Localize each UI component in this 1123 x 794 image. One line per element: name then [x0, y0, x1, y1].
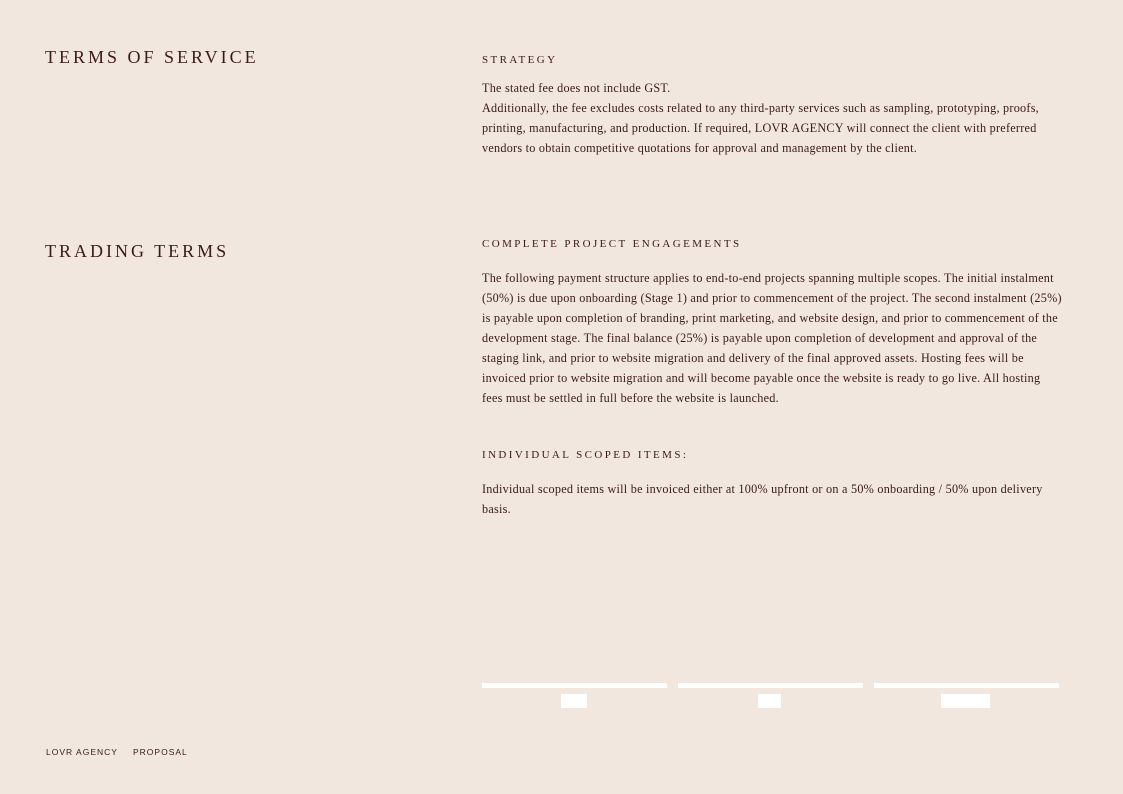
strategy-body: Additionally, the fee excludes costs related to any third-party services such as sampling, prototyping, proofs, printing, manufacturing, and production. If required, LOVR AGENCY will connect the client with preferred vendors to obtain competitive quotations for approval and management by the client. [482, 101, 1039, 155]
footer-brand: LOVR AGENCY [46, 747, 118, 757]
stage-bar-3 [874, 683, 1059, 688]
stage-marker-2 [758, 694, 781, 708]
individual-items-heading: INDIVIDUAL SCOPED ITEMS: [482, 449, 689, 461]
complete-engagements-section [482, 237, 1062, 408]
strategy-heading: STRATEGY [482, 54, 558, 66]
terms-of-service-title: TERMS OF SERVICE [45, 47, 259, 67]
strategy-gst-note: The stated fee does not include GST. [482, 81, 671, 95]
stage-bar-2 [678, 683, 863, 688]
strategy-section [482, 53, 1062, 158]
complete-engagements-body: The following payment structure applies to end-to-end projects spanning multiple scopes. The initial instalment (50%) is due upon onboarding (Stage 1) and prior to commencement of the project. The second instalment (25%) is payable upon completion of branding, print marketing, and website design, and prior to commencement of the development stage. The final balance (25%) is payable upon completion of development and approval of the staging link, and prior to website migration and delivery of the final approved assets. Hosting fees will be invoiced prior to website migration and will become payable once the website is ready to go live. All hosting fees must be settled in full before the website is launched. [482, 271, 1062, 405]
individual-items-body: Individual scoped items will be invoiced either at 100% upfront or on a 50% onboarding / 50% upon delivery basis. [482, 482, 1043, 516]
stage-marker-1 [561, 694, 587, 708]
complete-engagements-heading: COMPLETE PROJECT ENGAGEMENTS [482, 238, 742, 250]
individual-items-section [482, 448, 1062, 519]
stage-bar-1 [482, 683, 667, 688]
trading-terms-title: TRADING TERMS [45, 241, 230, 261]
stage-marker-3 [941, 694, 990, 708]
footer-doc-label: PROPOSAL [133, 747, 188, 757]
